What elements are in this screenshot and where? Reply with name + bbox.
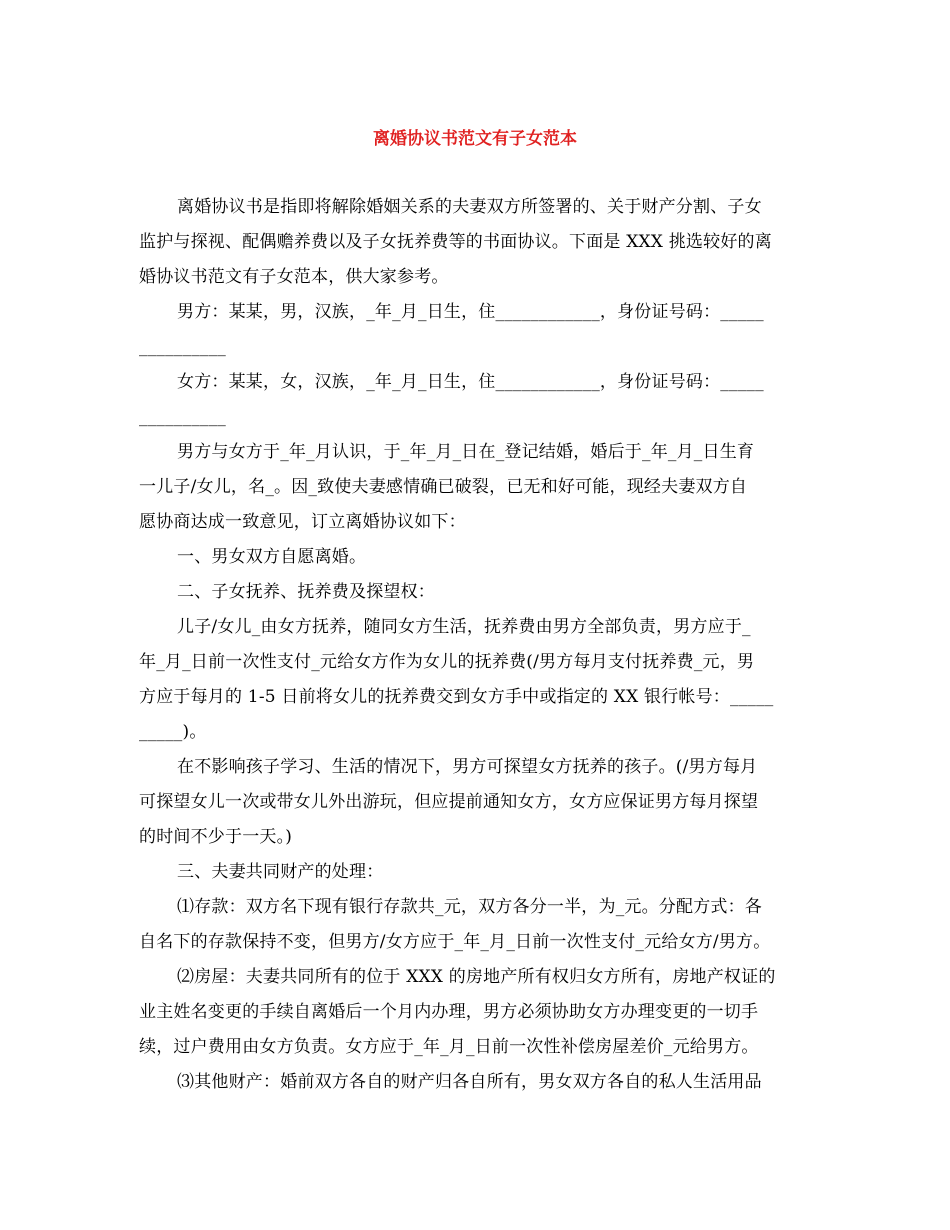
paragraph-line: 男方与女方于_年_月认识，于_年_月_日在_登记结婚，婚后于_年_月_日生育 (177, 442, 755, 462)
paragraph-line: 三、夫妻共同财产的处理： (177, 862, 384, 882)
paragraph-line: 儿子/女儿_由女方抚养，随同女方生活，抚养费由男方全部负责，男方应于_ (177, 617, 751, 637)
paragraph-line: 男方：某某，男，汉族，_年_月_日生，住____________，身份证号码：_____ (177, 302, 764, 322)
document-title: 离婚协议书范文有子女范本 (373, 129, 577, 149)
paragraph-line: 女方：某某，女，汉族，_年_月_日生，住____________，身份证号码：_____ (177, 372, 764, 392)
paragraph-line: ⑶其他财产：婚前双方各自的财产归各自所有，男女双方各自的私人生活用品 (177, 1072, 762, 1092)
paragraph-line: __________ (139, 337, 226, 357)
paragraph-line: ⑴存款：双方名下现有银行存款共_元，双方各分一半，为_元。分配方式：各 (177, 897, 762, 917)
paragraph-line: ⑵房屋：夫妻共同所有的位于 XXX 的房地产所有权归女方所有，房地产权证的 (177, 967, 776, 987)
paragraph-line: __________ (139, 407, 226, 427)
paragraph-line: 监护与探视、配偶赡养费以及子女抚养费等的书面协议。下面是 XXX 挑选较好的离 (139, 232, 772, 252)
paragraph-line: 方应于每月的 1-5 日前将女儿的抚养费交到女方手中或指定的 XX 银行帐号：_____ (139, 687, 774, 707)
paragraph-line: 愿协商达成一致意见，订立离婚协议如下： (139, 512, 466, 532)
paragraph-line: 一、男女双方自愿离婚。 (177, 547, 367, 567)
paragraph-line: 业主姓名变更的手续自离婚后一个月内办理，男方必须协助女方办理变更的一切手 (139, 1002, 759, 1022)
paragraph-line: 二、子女抚养、抚养费及探望权： (177, 582, 435, 602)
paragraph-line: 年_月_日前一次性支付_元给女方作为女儿的抚养费(/男方每月支付抚养费_元，男 (139, 652, 755, 672)
paragraph-line: 续，过户费用由女方负责。女方应于_年_月_日前一次性补偿房屋差价_元给男方。 (139, 1037, 759, 1057)
paragraph-line: 一儿子/女儿，名_。因_致使夫妻感情确已破裂，已无和好可能，现经夫妻双方自 (139, 477, 748, 497)
paragraph-line: 在不影响孩子学习、生活的情况下，男方可探望女方抚养的孩子。(/男方每月 (177, 757, 758, 777)
paragraph-line: 自名下的存款保持不变，但男方/女方应于_年_月_日前一次性支付_元给女方/男方。 (139, 932, 771, 952)
paragraph-line: _____)。 (139, 722, 207, 742)
paragraph-line: 可探望女儿一次或带女儿外出游玩，但应提前通知女方，女方应保证男方每月探望 (139, 792, 759, 812)
paragraph-line: 离婚协议书是指即将解除婚姻关系的夫妻双方所签署的、关于财产分割、子女 (177, 197, 762, 217)
paragraph-line: 的时间不少于一天。) (139, 827, 293, 847)
paragraph-line: 婚协议书范文有子女范本，供大家参考。 (139, 267, 449, 287)
